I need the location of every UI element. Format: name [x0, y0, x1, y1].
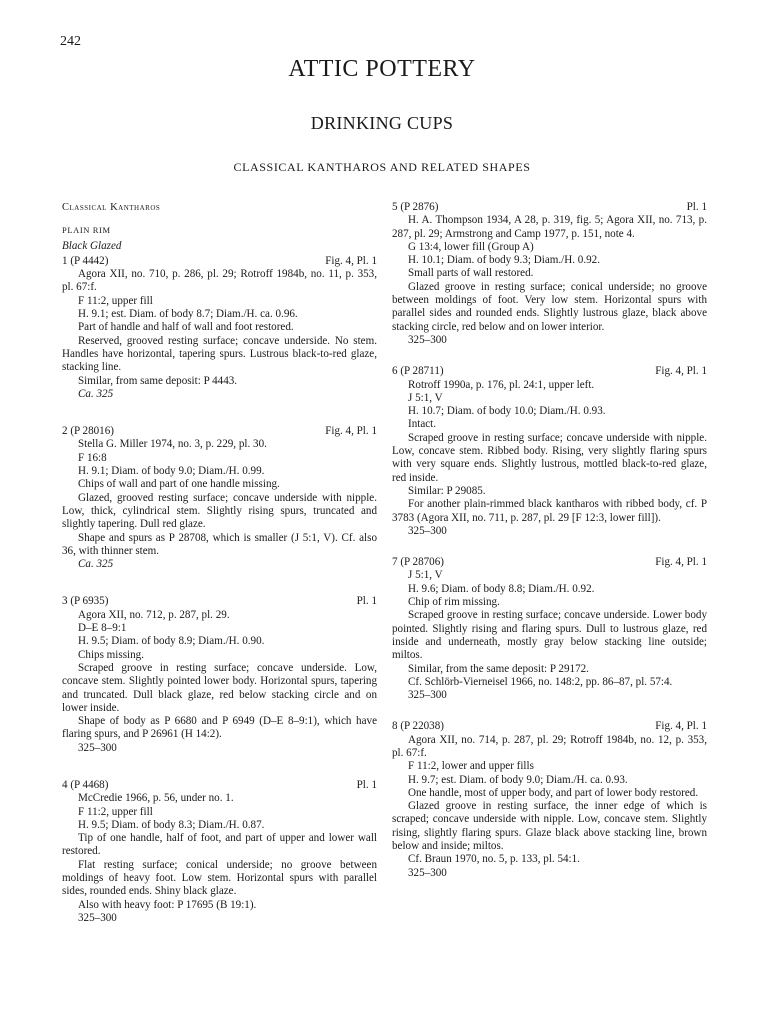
- entry-condition: Chips of wall and part of one handle missing.: [78, 478, 280, 491]
- entry-deposit: D–E 8–9:1: [78, 622, 127, 635]
- entry-bibliography: Stella G. Miller 1974, no. 3, p. 229, pl. 30.: [78, 438, 267, 451]
- entry-condition: One handle, most of upper body, and part of lower body restored.: [408, 786, 699, 799]
- entry-deposit: F 11:2, upper fill: [78, 805, 153, 818]
- catalog-entry-7: [392, 556, 707, 702]
- entry-figure-ref: Fig. 4, Pl. 1: [655, 556, 707, 569]
- entry-number: 8 (P 22038): [392, 720, 444, 733]
- entry-comparanda: Cf. Braun 1970, no. 5, p. 133, pl. 54:1.: [408, 853, 580, 866]
- entry-date: Ca. 325: [78, 558, 114, 571]
- entry-bibliography: Agora XII, no. 714, p. 287, pl. 29; Rotroff 1984b, no. 12, p. 353, pl. 67:f.: [392, 733, 707, 759]
- entry-date: 325–300: [408, 524, 447, 537]
- entry-date: 325–300: [78, 911, 117, 924]
- entry-description: Glazed, grooved resting surface; concave underside with nipple. Low, thick, cylindrical stem. Slightly rising spurs, truncated and slightly tapering. Dull red glaze.: [62, 491, 377, 531]
- entry-description: Flat resting surface; conical underside; no groove between moldings of heavy foot. Low stem. Horizontal spurs with parallel sides, rounded ends. Shiny black glaze.: [62, 858, 377, 898]
- entry-condition: Intact.: [408, 418, 437, 431]
- entry-bibliography: Rotroff 1990a, p. 176, pl. 24:1, upper left.: [408, 378, 595, 391]
- entry-figure-ref: Pl. 1: [356, 595, 377, 608]
- entry-note: Cf. Schlörb-Vierneisel 1966, no. 148:2, pp. 86–87, pl. 57:4.: [408, 675, 673, 688]
- catalog-entry-5: [392, 201, 707, 347]
- heading-black-glazed: Black Glazed: [62, 239, 122, 252]
- entry-figure-ref: Fig. 4, Pl. 1: [655, 720, 707, 733]
- catalog-entry-1: [62, 255, 377, 401]
- entry-dimensions: H. 9.1; est. Diam. of body 8.7; Diam./H. ca. 0.96.: [78, 308, 298, 321]
- entry-figure-ref: Fig. 4, Pl. 1: [325, 425, 377, 438]
- entry-number: 3 (P 6935): [62, 595, 109, 608]
- entry-date: 325–300: [408, 866, 447, 879]
- entry-bibliography: Agora XII, no. 712, p. 287, pl. 29.: [78, 608, 230, 621]
- catalog-entry-4: [62, 779, 377, 925]
- entry-condition: Part of handle and half of wall and foot restored.: [78, 321, 294, 334]
- entry-number: 4 (P 4468): [62, 778, 109, 791]
- entry-description: Scraped groove in resting surface; concave underside. Lower body pointed. Slightly rising and flaring spurs. Dull to lustrous glaze, red inside and underneath, mostly gray below stacking line outside; miltos.: [392, 609, 707, 662]
- entry-condition: Small parts of wall restored.: [408, 267, 534, 280]
- catalog-entry-3: [62, 595, 377, 755]
- entry-dimensions: H. 10.1; Diam. of body 9.3; Diam./H. 0.92.: [408, 254, 600, 267]
- entry-description: Glazed groove in resting surface, the inner edge of which is scraped; concave underside with nipple. Low, concave stem. Slightly rising, slightly flaring spurs. Glaze black above stacking line, brown below and inside; miltos.: [392, 800, 707, 853]
- entry-date: 325–300: [408, 333, 447, 346]
- left-column: [62, 201, 377, 925]
- catalog-entry-2: [62, 425, 377, 571]
- entry-dimensions: H. 9.5; Diam. of body 8.9; Diam./H. 0.90.: [78, 635, 265, 648]
- entry-date: 325–300: [78, 741, 117, 754]
- entry-description: Glazed groove in resting surface; conical underside; no groove between moldings of foot. Very low stem. Horizontal spurs with parallel sides and rounded ends. Slightly lustrous glaze, black above stacking circle, red below and on lower interior.: [392, 280, 707, 333]
- entry-deposit: J 5:1, V: [408, 391, 443, 404]
- entry-comparanda: Similar, from same deposit: P 4443.: [78, 374, 238, 387]
- entry-comparanda: Similar, from the same deposit: P 29172.: [408, 662, 589, 675]
- chapter-title: DRINKING CUPS: [310, 113, 454, 133]
- entry-deposit: F 11:2, upper fill: [78, 294, 153, 307]
- entry-comparanda: Shape and spurs as P 28708, which is smaller (J 5:1, V). Cf. also 36, with thinner stem.: [62, 531, 377, 557]
- entry-bibliography: Agora XII, no. 710, p. 286, pl. 29; Rotroff 1984b, no. 11, p. 353, pl. 67:f.: [62, 268, 377, 294]
- entry-number: 7 (P 28706): [392, 556, 444, 569]
- heading-classical-kantharos: Classical Kantharos: [62, 202, 161, 213]
- entry-dimensions: H. 9.5; Diam. of body 8.3; Diam./H. 0.87.: [78, 818, 265, 831]
- heading-plain-rim: PLAIN RIM: [62, 225, 111, 236]
- entry-comparanda: Shape of body as P 6680 and P 6949 (D–E 8–9:1), which have flaring spurs, and P 26961 (H 14:2).: [62, 715, 377, 741]
- entry-dimensions: H. 9.1; Diam. of body 9.0; Diam./H. 0.99.: [78, 465, 265, 478]
- entry-deposit: G 13:4, lower fill (Group A): [408, 240, 534, 253]
- entry-deposit: J 5:1, V: [408, 569, 443, 582]
- entry-number: 1 (P 4442): [62, 254, 109, 267]
- entry-figure-ref: Pl. 1: [686, 201, 707, 213]
- entry-condition: Chip of rim missing.: [408, 596, 500, 609]
- entry-bibliography: McCredie 1966, p. 56, under no. 1.: [78, 792, 234, 805]
- entry-date: 325–300: [408, 689, 447, 702]
- entry-number: 2 (P 28016): [62, 425, 114, 438]
- entry-date: Ca. 325: [78, 387, 114, 400]
- page-number: 242: [60, 34, 81, 49]
- catalog-entry-6: [392, 365, 707, 538]
- entry-description: Scraped groove in resting surface; concave underside with nipple. Low, concave stem. Ribbed body. Rising, very slightly flaring spurs with very square ends. Slightly lustrous, mottled black-to-red glaze, red inside.: [392, 431, 707, 484]
- entry-deposit: F 16:8: [78, 451, 107, 464]
- entry-number: 6 (P 28711): [392, 365, 444, 378]
- right-column: [392, 201, 707, 880]
- page-title: ATTIC POTTERY: [288, 56, 476, 82]
- entry-dimensions: H. 9.6; Diam. of body 8.8; Diam./H. 0.92.: [408, 582, 595, 595]
- entry-dimensions: H. 10.7; Diam. of body 10.0; Diam./H. 0.93.: [408, 405, 606, 418]
- entry-number: 5 (P 2876): [392, 201, 439, 213]
- entry-comparanda: Similar: P 29085.: [408, 484, 486, 497]
- section-title: CLASSICAL KANTHAROS AND RELATED SHAPES: [233, 160, 531, 174]
- entry-deposit: F 11:2, lower and upper fills: [408, 760, 534, 773]
- entry-note: For another plain-rimmed black kantharos with ribbed body, cf. P 3783 (Agora XII, no. 711, p. 287, pl. 29 [F 12:3, lower fill]).: [392, 498, 707, 524]
- entry-comparanda: Also with heavy foot: P 17695 (B 19:1).: [78, 898, 257, 911]
- entry-figure-ref: Fig. 4, Pl. 1: [325, 254, 377, 267]
- entry-description: Reserved, grooved resting surface; concave underside. No stem. Handles have horizontal, tapering spurs. Lustrous black-to-red glaze, stacking line.: [62, 334, 377, 374]
- entry-bibliography: H. A. Thompson 1934, A 28, p. 319, fig. 5; Agora XII, no. 713, p. 287, pl. 29; Armstrong and Camp 1977, p. 151, note 4.: [392, 214, 707, 240]
- catalog-entry-8: [392, 720, 707, 880]
- entry-description: Scraped groove in resting surface; concave underside. Low, concave stem. Slightly pointed lower body. Horizontal spurs, tapering and truncated. Dull black glaze, red below stacking circle and on lower inside.: [62, 661, 377, 714]
- entry-figure-ref: Pl. 1: [356, 778, 377, 791]
- entry-dimensions: H. 9.7; est. Diam. of body 9.0; Diam./H. ca. 0.93.: [408, 773, 628, 786]
- entry-condition: Tip of one handle, half of foot, and part of upper and lower wall restored.: [62, 832, 377, 858]
- entry-condition: Chips missing.: [78, 648, 144, 661]
- entry-figure-ref: Fig. 4, Pl. 1: [655, 365, 707, 378]
